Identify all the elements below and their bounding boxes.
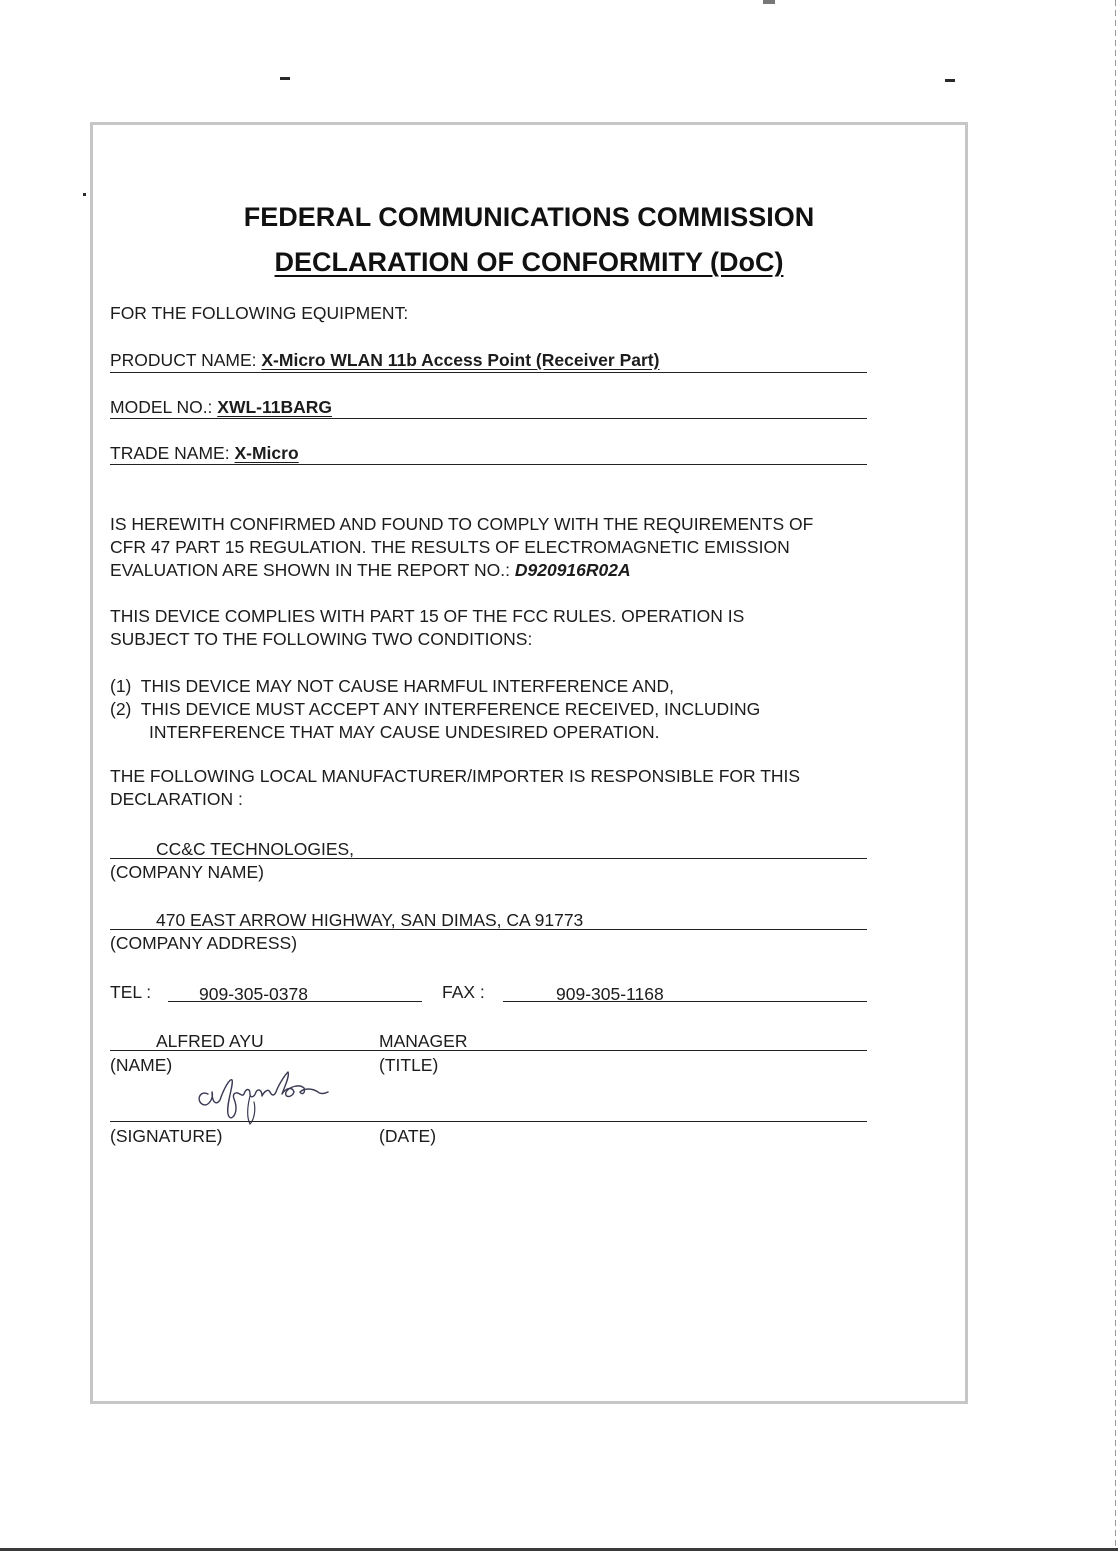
responsible-paragraph	[110, 765, 800, 811]
title-value: MANAGER	[379, 1031, 468, 1051]
trade-name-label: TRADE NAME:	[110, 443, 230, 463]
fax-value: 909-305-1168	[556, 984, 664, 1004]
part15-paragraph	[110, 605, 744, 651]
condition-2-continued: INTERFERENCE THAT MAY CAUSE UNDESIRED OPERATION.	[149, 722, 660, 742]
scan-mark	[83, 193, 86, 196]
signature-date-rule	[110, 1121, 867, 1122]
trade-name-value: X-Micro	[234, 443, 299, 463]
responsible-line: DECLARATION :	[110, 789, 243, 809]
condition-1: (1) THIS DEVICE MAY NOT CAUSE HARMFUL INTERFERENCE AND,	[110, 676, 674, 696]
part15-line: SUBJECT TO THE FOLLOWING TWO CONDITIONS:	[110, 629, 533, 649]
company-name-label: (COMPANY NAME)	[110, 862, 264, 882]
part15-line: THIS DEVICE COMPLIES WITH PART 15 OF THE FCC RULES. OPERATION IS	[110, 606, 745, 626]
scan-mark	[280, 77, 290, 80]
compliance-line: IS HEREWITH CONFIRMED AND FOUND TO COMPLY WITH THE REQUIREMENTS OF	[110, 514, 814, 534]
report-number: D920916R02A	[514, 560, 631, 580]
fax-label: FAX :	[442, 982, 485, 1002]
fax-rule	[503, 1001, 867, 1002]
scan-mark	[763, 0, 775, 4]
signature-label: (SIGNATURE)	[110, 1126, 223, 1146]
page-edge	[1115, 0, 1116, 1551]
tel-label: TEL :	[110, 982, 152, 1002]
product-name-label: PRODUCT NAME:	[110, 350, 257, 370]
name-title-rule	[110, 1050, 867, 1051]
intro-text: FOR THE FOLLOWING EQUIPMENT:	[110, 303, 409, 323]
model-no-rule	[110, 418, 867, 419]
product-name-row	[110, 349, 659, 371]
document-subtitle	[90, 247, 968, 278]
model-no-row	[110, 396, 332, 418]
company-address-rule	[110, 929, 867, 930]
model-no-label: MODEL NO.:	[110, 397, 213, 417]
name-value: ALFRED AYU	[156, 1031, 264, 1051]
company-address-label: (COMPANY ADDRESS)	[110, 933, 298, 953]
document-subtitle-text: DECLARATION OF CONFORMITY (DoC)	[274, 247, 784, 277]
responsible-line: THE FOLLOWING LOCAL MANUFACTURER/IMPORTER IS RESPONSIBLE FOR THIS	[110, 766, 801, 786]
product-name-value: X-Micro WLAN 11b Access Point (Receiver Part)	[261, 350, 660, 370]
conditions-list	[110, 675, 760, 744]
company-address-value: 470 EAST ARROW HIGHWAY, SAN DIMAS, CA 91773	[156, 910, 584, 930]
date-label: (DATE)	[379, 1126, 437, 1146]
tel-rule	[168, 1001, 422, 1002]
compliance-line: EVALUATION ARE SHOWN IN THE REPORT NO.:	[110, 560, 510, 580]
scan-mark	[945, 79, 955, 82]
tel-value: 909-305-0378	[199, 984, 308, 1004]
handwritten-signature	[190, 1058, 340, 1128]
title-label: (TITLE)	[379, 1055, 439, 1075]
company-name-rule	[110, 858, 867, 859]
trade-name-row	[110, 442, 299, 464]
compliance-line-report	[110, 559, 813, 582]
condition-2: (2) THIS DEVICE MUST ACCEPT ANY INTERFERENCE RECEIVED, INCLUDING	[110, 699, 761, 719]
document-title: FEDERAL COMMUNICATIONS COMMISSION	[243, 202, 815, 232]
company-name-value: CC&C TECHNOLOGIES,	[156, 839, 355, 859]
compliance-paragraph	[110, 513, 813, 582]
compliance-line: CFR 47 PART 15 REGULATION. THE RESULTS OF ELECTROMAGNETIC EMISSION	[110, 537, 790, 557]
name-label: (NAME)	[110, 1055, 173, 1075]
trade-name-rule	[110, 464, 867, 465]
model-no-value: XWL-11BARG	[217, 397, 333, 417]
product-name-rule	[110, 372, 867, 373]
